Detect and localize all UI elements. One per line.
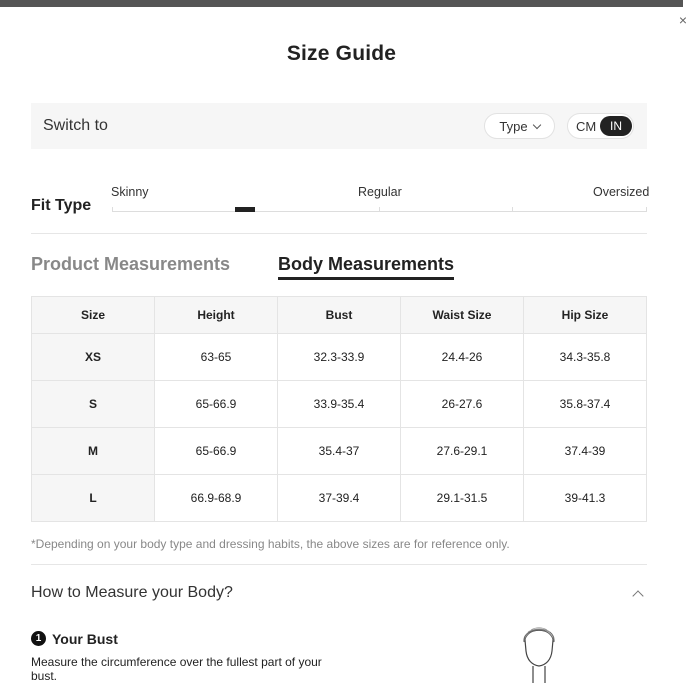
height-cell: 63-65 <box>155 334 278 381</box>
tab-body-measurements[interactable]: Body Measurements <box>278 254 455 274</box>
fit-type-title: Fit Type <box>31 197 92 214</box>
divider <box>31 233 647 234</box>
table-row <box>32 381 647 428</box>
tab-product-measurements[interactable]: Product Measurements <box>31 254 231 274</box>
type-button-label: Type <box>499 118 528 134</box>
size-cell: L <box>32 475 155 522</box>
header-bust: Bust <box>278 297 401 334</box>
modal-top-bar <box>0 0 683 7</box>
switch-bar <box>31 103 647 149</box>
bust-cell: 35.4-37 <box>278 428 401 475</box>
fit-label-skinny: Skinny <box>111 185 149 199</box>
header-height: Height <box>155 297 278 334</box>
hip-cell: 35.8-37.4 <box>524 381 647 428</box>
header-waist-size: Waist Size <box>401 297 524 334</box>
height-cell: 65-66.9 <box>155 381 278 428</box>
fit-tick <box>512 207 513 212</box>
height-cell: 66.9-68.9 <box>155 475 278 522</box>
header-hip-size: Hip Size <box>524 297 647 334</box>
how-to-measure-title[interactable]: How to Measure your Body? <box>31 584 233 601</box>
fit-type-marker <box>235 207 255 212</box>
reference-note: *Depending on your body type and dressing habits, the above sizes are for reference only. <box>31 537 510 551</box>
fit-label-oversized: Oversized <box>593 185 650 199</box>
bust-cell: 33.9-35.4 <box>278 381 401 428</box>
chevron-up-icon[interactable] <box>632 590 643 601</box>
fit-tick <box>112 207 113 212</box>
waist-cell: 24.4-26 <box>401 334 524 381</box>
waist-cell: 29.1-31.5 <box>401 475 524 522</box>
hip-cell: 37.4-39 <box>524 428 647 475</box>
waist-cell: 27.6-29.1 <box>401 428 524 475</box>
unit-toggle[interactable] <box>567 113 634 139</box>
table-header-row <box>32 297 647 334</box>
header-size: Size <box>32 297 155 334</box>
size-cell: M <box>32 428 155 475</box>
step-title: Your Bust <box>52 631 118 647</box>
height-cell: 65-66.9 <box>155 428 278 475</box>
fit-label-regular: Regular <box>358 185 402 199</box>
step-number-badge: 1 <box>31 631 46 646</box>
table-row <box>32 475 647 522</box>
step-description: Measure the circumference over the fullest part of your bust. <box>31 655 322 683</box>
waist-cell: 26-27.6 <box>401 381 524 428</box>
size-table <box>31 296 647 522</box>
body-figure-illustration <box>516 620 562 683</box>
table-row <box>32 334 647 381</box>
chevron-down-icon <box>532 120 540 128</box>
hip-cell: 39-41.3 <box>524 475 647 522</box>
size-cell: XS <box>32 334 155 381</box>
unit-cm-option[interactable]: CM <box>576 119 597 134</box>
type-dropdown-button[interactable] <box>484 113 555 139</box>
bust-cell: 37-39.4 <box>278 475 401 522</box>
switch-label: Switch to <box>43 117 108 134</box>
fit-tick <box>646 207 647 212</box>
close-icon[interactable]: × <box>678 12 687 28</box>
fit-tick <box>379 207 380 212</box>
table-row <box>32 428 647 475</box>
divider <box>31 564 647 565</box>
unit-in-option[interactable]: IN <box>600 116 632 136</box>
hip-cell: 34.3-35.8 <box>524 334 647 381</box>
active-tab-underline <box>278 277 454 280</box>
bust-cell: 32.3-33.9 <box>278 334 401 381</box>
page-title: Size Guide <box>286 42 397 65</box>
size-cell: S <box>32 381 155 428</box>
